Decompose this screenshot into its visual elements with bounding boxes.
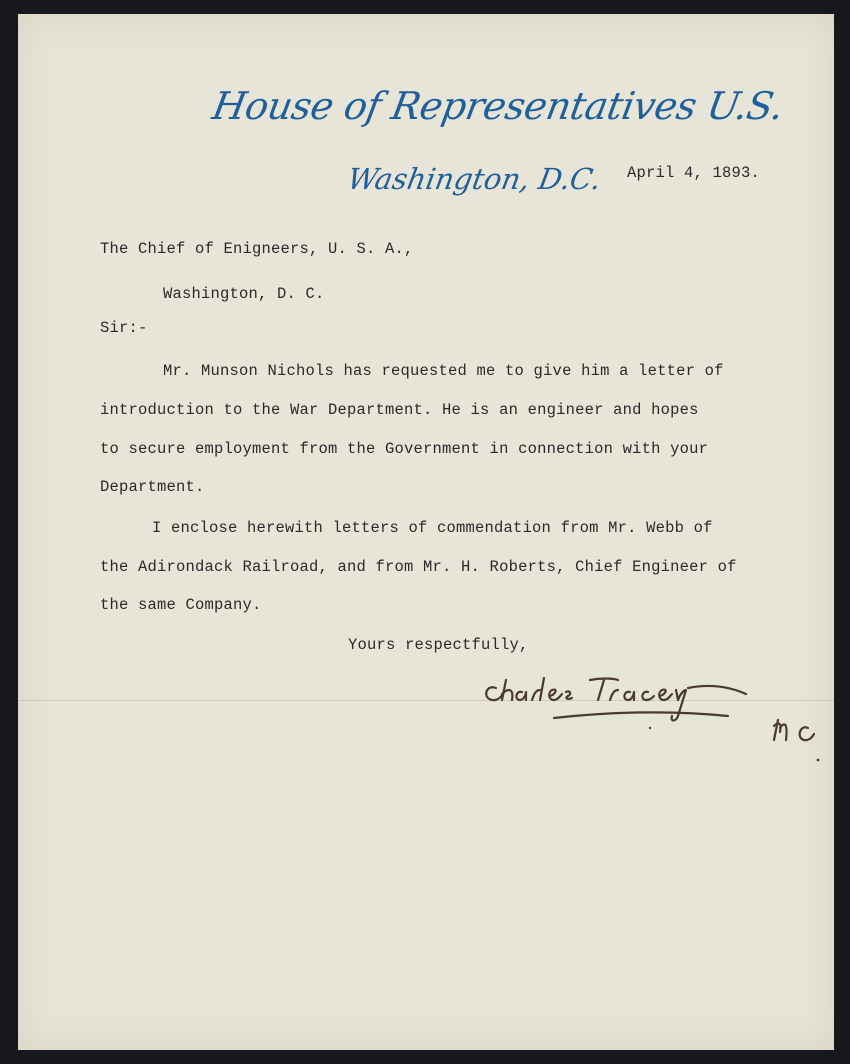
body-line: the Adirondack Railroad, and from Mr. H. Roberts, Chief Engineer of (100, 558, 737, 576)
body-line: I enclose herewith letters of commendation from Mr. Webb of (152, 519, 713, 537)
handwritten-signature (478, 676, 838, 786)
body-line: to secure employment from the Government in connection with your (100, 440, 709, 458)
body-line: Mr. Munson Nichols has requested me to give him a letter of (163, 362, 724, 380)
salutation: Sir:- (100, 319, 148, 337)
letterhead-city: Washington, D.C. (345, 162, 604, 196)
body-line: Department. (100, 478, 205, 496)
address-line-2: Washington, D. C. (163, 285, 325, 303)
body-line: introduction to the War Department. He is an engineer and hopes (100, 401, 699, 419)
letter-date: April 4, 1893. (627, 164, 761, 182)
address-line-1: The Chief of Enigneers, U. S. A., (100, 240, 414, 258)
letterhead-title: House of Representatives U.S. (209, 84, 787, 128)
letter-page (18, 14, 834, 1050)
body-line: the same Company. (100, 596, 262, 614)
closing: Yours respectfully, (348, 636, 529, 654)
